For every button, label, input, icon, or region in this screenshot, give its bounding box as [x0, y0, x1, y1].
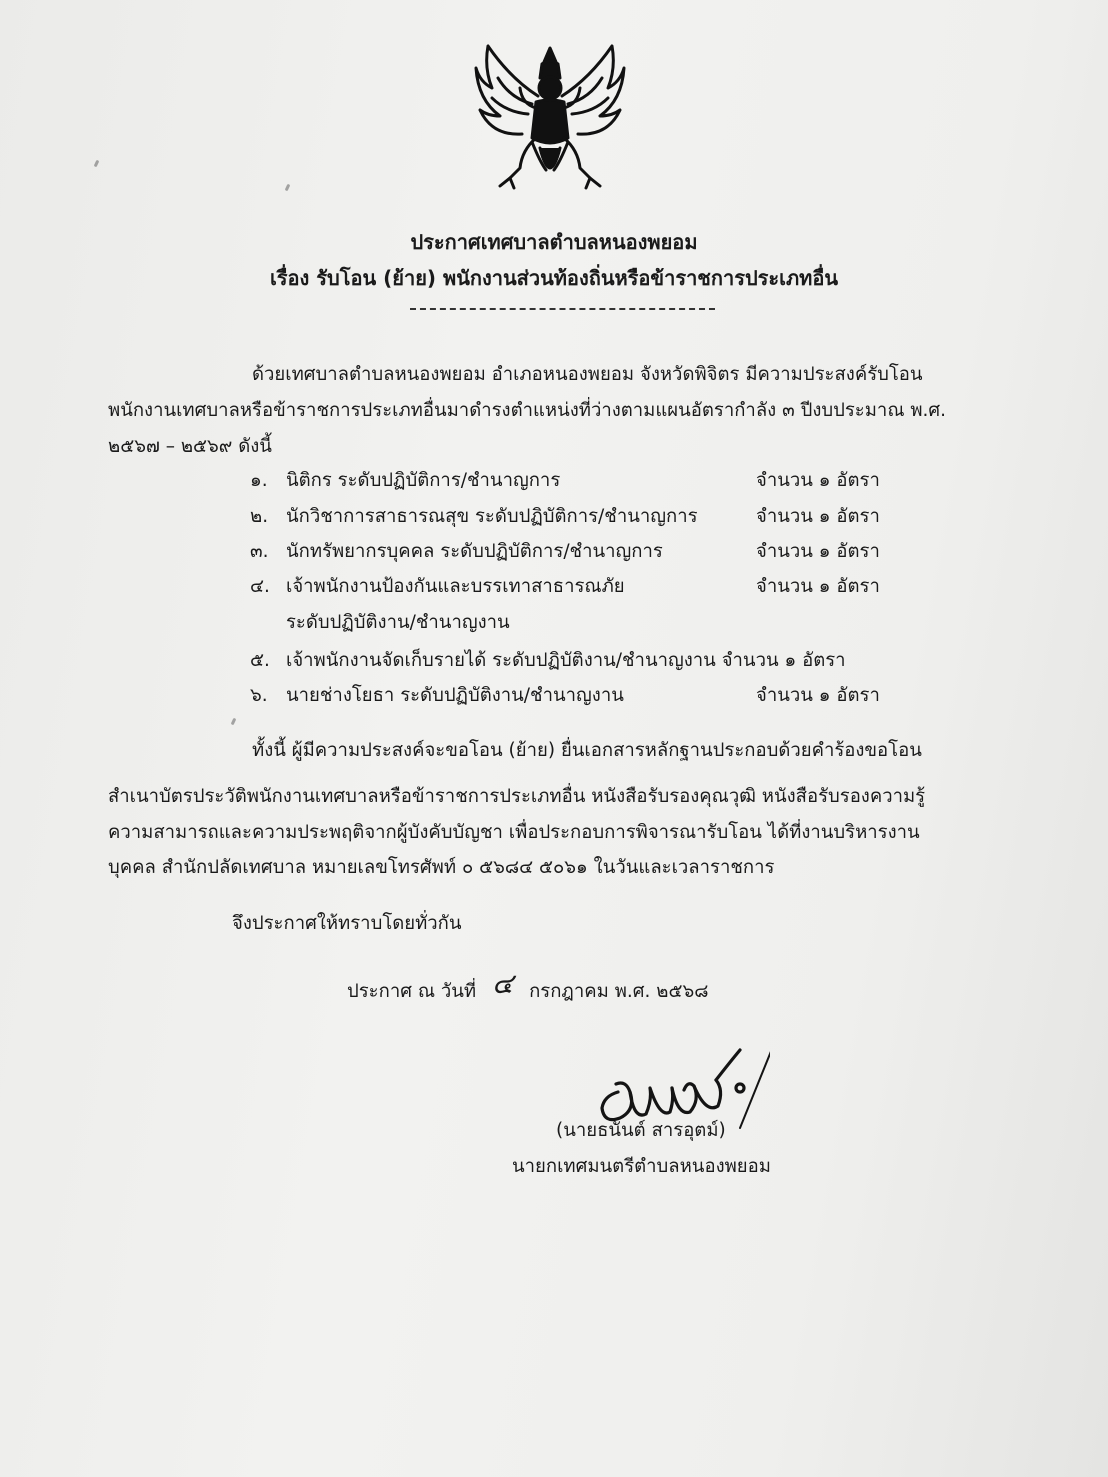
date-rest: กรกฎาคม พ.ศ. ๒๕๖๘ [529, 981, 709, 1002]
document-subject: เรื่อง รับโอน (ย้าย) พนักงานส่วนท้องถิ่นหรือข้าราชการประเภทอื่น [269, 266, 839, 290]
position-title: นักทรัพยากรบุคคล ระดับปฏิบัติการ/ชำนาญการ [286, 541, 663, 562]
position-count: จำนวน ๑ อัตรา [756, 576, 880, 597]
position-number: ๔. [250, 576, 270, 597]
position-title: นิติกร ระดับปฏิบัติการ/ชำนาญการ [286, 470, 561, 491]
signatory-name: (นายธนันต์ สารอุตม์) [556, 1120, 726, 1141]
position-count: จำนวน ๑ อัตรา [756, 506, 880, 527]
document-title: ประกาศเทศบาลตำบลหนองพยอม [410, 230, 698, 254]
signatory-position: นายกเทศมนตรีตำบลหนองพยอม [512, 1156, 771, 1177]
position-number: ๖. [250, 685, 268, 706]
paper-speck [94, 160, 100, 168]
position-number: ๑. [250, 470, 268, 491]
position-count: จำนวน ๑ อัตรา [756, 541, 880, 562]
position-number: ๓. [250, 541, 269, 562]
handwritten-signature [590, 1040, 770, 1130]
date-prefix: ประกาศ ณ วันที่ [347, 981, 477, 1002]
position-item-continued [0, 614, 1108, 636]
details-line-1: ทั้งนี้ ผู้มีความประสงค์จะขอโอน (ย้าย) ยื่นเอกสารหลักฐานประกอบด้วยคำร้องขอโอน [252, 740, 922, 761]
paper-speck [231, 718, 237, 726]
position-item [0, 687, 1108, 709]
paper-speck [285, 184, 291, 192]
position-item [0, 652, 1108, 674]
details-line-3: ความสามารถและความประพฤติจากผู้บังคับบัญชา เพื่อประกอบการพิจารณารับโอน ได้ที่งานบริหารงาน [108, 822, 920, 843]
position-title: เจ้าพนักงานป้องกันและบรรเทาสาธารณภัย [286, 576, 625, 597]
announce-date [347, 967, 709, 1002]
position-title: นักวิชาการสาธารณสุข ระดับปฏิบัติการ/ชำนาญการ [286, 506, 698, 527]
closing-text: จึงประกาศให้ทราบโดยทั่วกัน [232, 913, 462, 934]
position-count: จำนวน ๑ อัตรา [756, 685, 880, 706]
position-item [0, 472, 1108, 494]
garuda-emblem-icon [470, 38, 630, 198]
date-day: ๔ [492, 967, 514, 1000]
position-item [0, 508, 1108, 530]
position-item [0, 543, 1108, 565]
details-line-2: สำเนาบัตรประวัติพนักงานเทศบาลหรือข้าราชการประเภทอื่น หนังสือรับรองคุณวุฒิ หนังสือรับรองความรู้ [108, 786, 926, 807]
position-title: เจ้าพนักงานจัดเก็บรายได้ ระดับปฏิบัติงาน/ชำนาญงาน จำนวน ๑ อัตรา [286, 650, 846, 671]
position-title: นายช่างโยธา ระดับปฏิบัติงาน/ชำนาญงาน [286, 685, 624, 706]
intro-line-1: ด้วยเทศบาลตำบลหนองพยอม อำเภอหนองพยอม จังหวัดพิจิตร มีความประสงค์รับโอน [252, 364, 923, 385]
title-divider [410, 308, 715, 310]
position-item [0, 578, 1108, 600]
position-count: จำนวน ๑ อัตรา [756, 470, 880, 491]
position-title: ระดับปฏิบัติงาน/ชำนาญงาน [286, 612, 510, 633]
intro-line-2: พนักงานเทศบาลหรือข้าราชการประเภทอื่นมาดำรงตำแหน่งที่ว่างตามแผนอัตรากำลัง ๓ ปีงบประมาณ พ.ศ. [108, 400, 947, 421]
intro-line-3: ๒๕๖๗ – ๒๕๖๙ ดังนี้ [108, 436, 272, 457]
details-line-4: บุคคล สำนักปลัดเทศบาล หมายเลขโทรศัพท์ ๐ ๕๖๘๔ ๕๐๖๑ ในวันและเวลาราชการ [108, 857, 775, 878]
position-number: ๕. [250, 650, 270, 671]
position-number: ๒. [250, 506, 269, 527]
